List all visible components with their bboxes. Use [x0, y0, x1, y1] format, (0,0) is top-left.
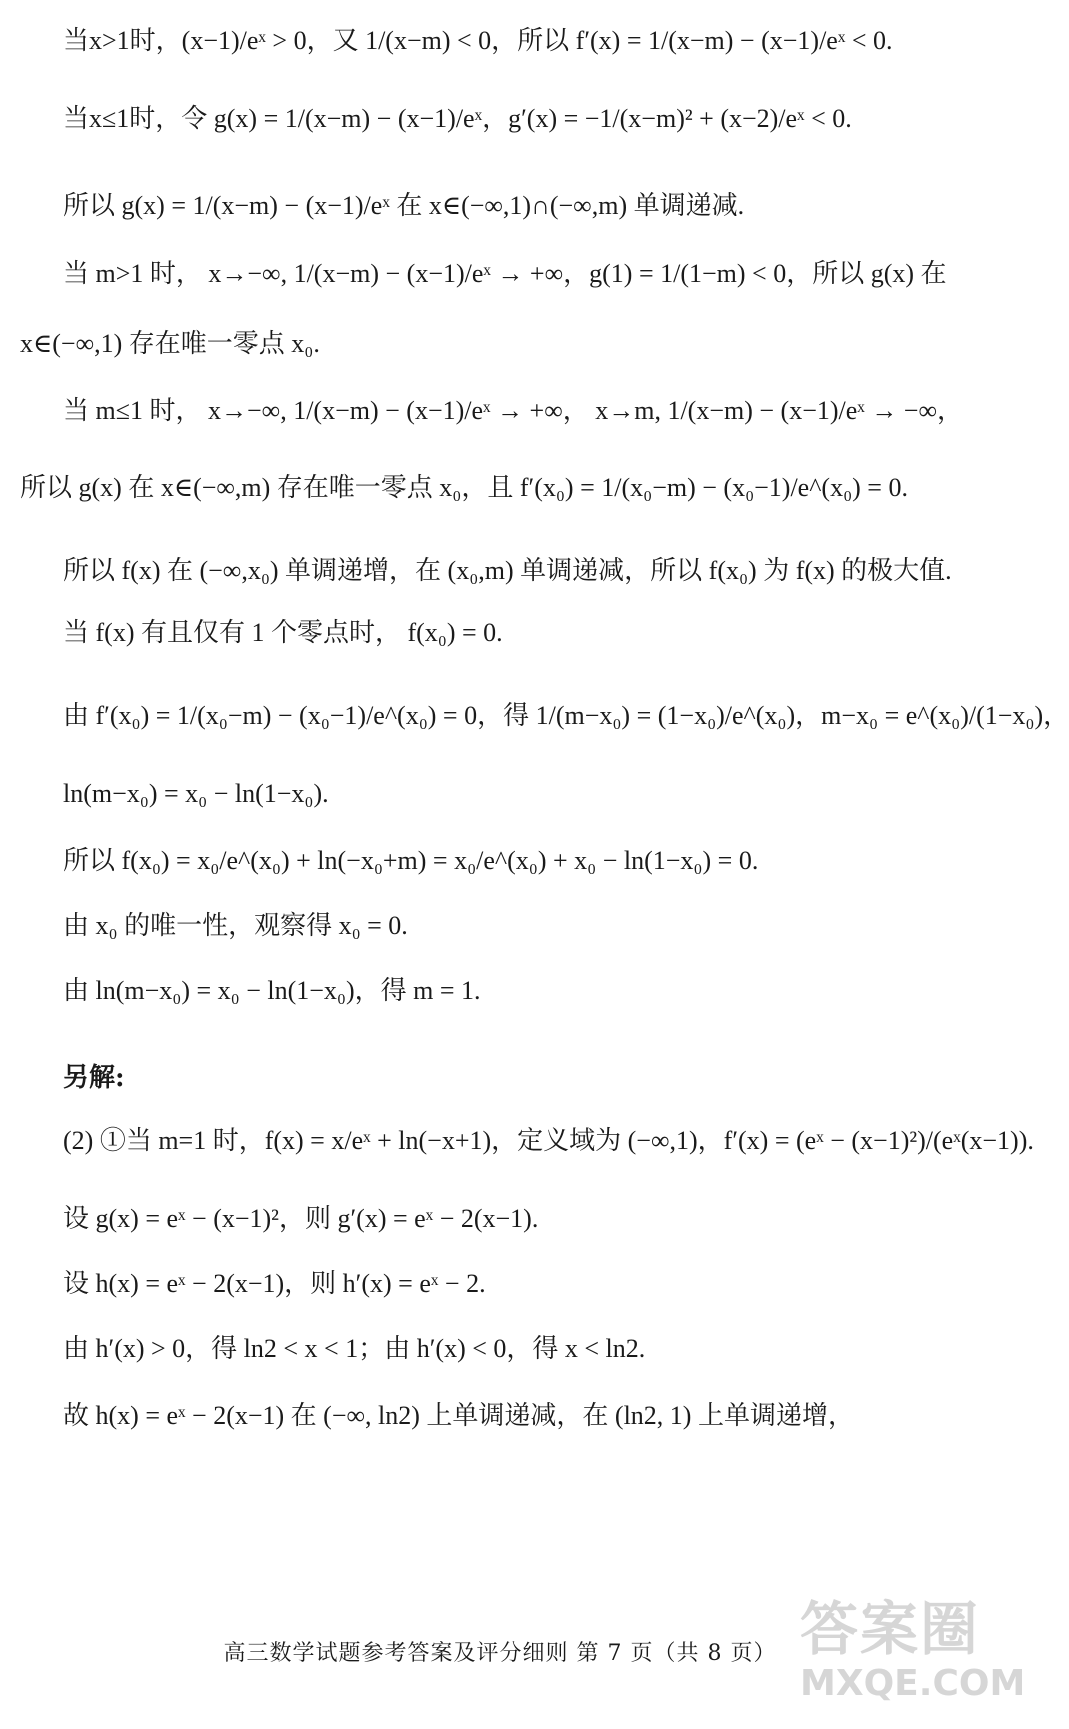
solution-line-17: 设 g(x) = eˣ − (x−1)²，则 g′(x) = eˣ − 2(x−1). — [63, 1204, 539, 1233]
solution-line-7: 所以 g(x) 在 x∈(−∞,m) 存在唯一零点 x₀，且 f′(x₀) = 1/(x₀−m) − (x₀−1)/e^(x₀) = 0. — [20, 473, 908, 502]
solution-line-16: (2) ①当 m=1 时，f(x) = x/eˣ + ln(−x+1)，定义域为 (−∞,1)，f′(x) = (eˣ − (x−1)²)/(eˣ(x−1)). — [63, 1126, 1034, 1155]
solution-line-6: 当 m≤1 时， x→−∞, 1/(x−m) − (x−1)/eˣ → +∞， x→m, 1/(x−m) − (x−1)/eˣ → −∞， — [63, 396, 964, 425]
solution-line-13: 由 x₀ 的唯一性，观察得 x₀ = 0. — [63, 911, 408, 940]
solution-line-11: ln(m−x₀) = x₀ − ln(1−x₀). — [63, 779, 329, 808]
solution-line-4: 当 m>1 时， x→−∞, 1/(x−m) − (x−1)/eˣ → +∞，g(1) = 1/(1−m) < 0，所以 g(x) 在 — [63, 259, 947, 288]
solution-line-12: 所以 f(x₀) = x₀/e^(x₀) + ln(−x₀+m) = x₀/e^(x₀) + x₀ − ln(1−x₀) = 0. — [63, 846, 759, 875]
solution-line-3: 所以 g(x) = 1/(x−m) − (x−1)/eˣ 在 x∈(−∞,1)∩(−∞,m) 单调递减. — [63, 191, 745, 220]
solution-line-10: 由 f′(x₀) = 1/(x₀−m) − (x₀−1)/e^(x₀) = 0，得 1/(m−x₀) = (1−x₀)/e^(x₀)，m−x₀ = e^(x₀)/(1−x₀)， — [63, 701, 1069, 730]
solution-line-9: 当 f(x) 有且仅有 1 个零点时， f(x₀) = 0. — [63, 618, 503, 647]
solution-line-20: 故 h(x) = eˣ − 2(x−1) 在 (−∞, ln2) 上单调递减，在 (ln2, 1) 上单调递增， — [63, 1401, 854, 1430]
solution-line-18: 设 h(x) = eˣ − 2(x−1)，则 h′(x) = eˣ − 2. — [63, 1269, 486, 1298]
solution-line-2: 当x≤1时，令 g(x) = 1/(x−m) − (x−1)/eˣ，g′(x) = −1/(x−m)² + (x−2)/eˣ < 0. — [63, 104, 852, 133]
watermark-logo — [800, 1595, 1026, 1725]
solution-line-1: 当x>1时，(x−1)/eˣ > 0，又 1/(x−m) < 0，所以 f′(x) = 1/(x−m) − (x−1)/eˣ < 0. — [63, 26, 893, 55]
page-footer: 高三数学试题参考答案及评分细则 第 7 页（共 8 页） — [223, 1641, 777, 1666]
solution-line-5: x∈(−∞,1) 存在唯一零点 x₀. — [20, 329, 320, 358]
alternative-solution-heading: 另解: — [63, 1063, 125, 1093]
watermark-bottom-text: MXQE.COM — [800, 1663, 1026, 1704]
solution-line-19: 由 h′(x) > 0，得 ln2 < x < 1；由 h′(x) < 0，得 x < ln2. — [63, 1334, 646, 1363]
solution-line-14: 由 ln(m−x₀) = x₀ − ln(1−x₀)，得 m = 1. — [63, 976, 481, 1005]
watermark-top-text: 答案圈 — [800, 1595, 981, 1663]
solution-line-8: 所以 f(x) 在 (−∞,x₀) 单调递增，在 (x₀,m) 单调递减，所以 f(x₀) 为 f(x) 的极大值. — [63, 556, 952, 585]
